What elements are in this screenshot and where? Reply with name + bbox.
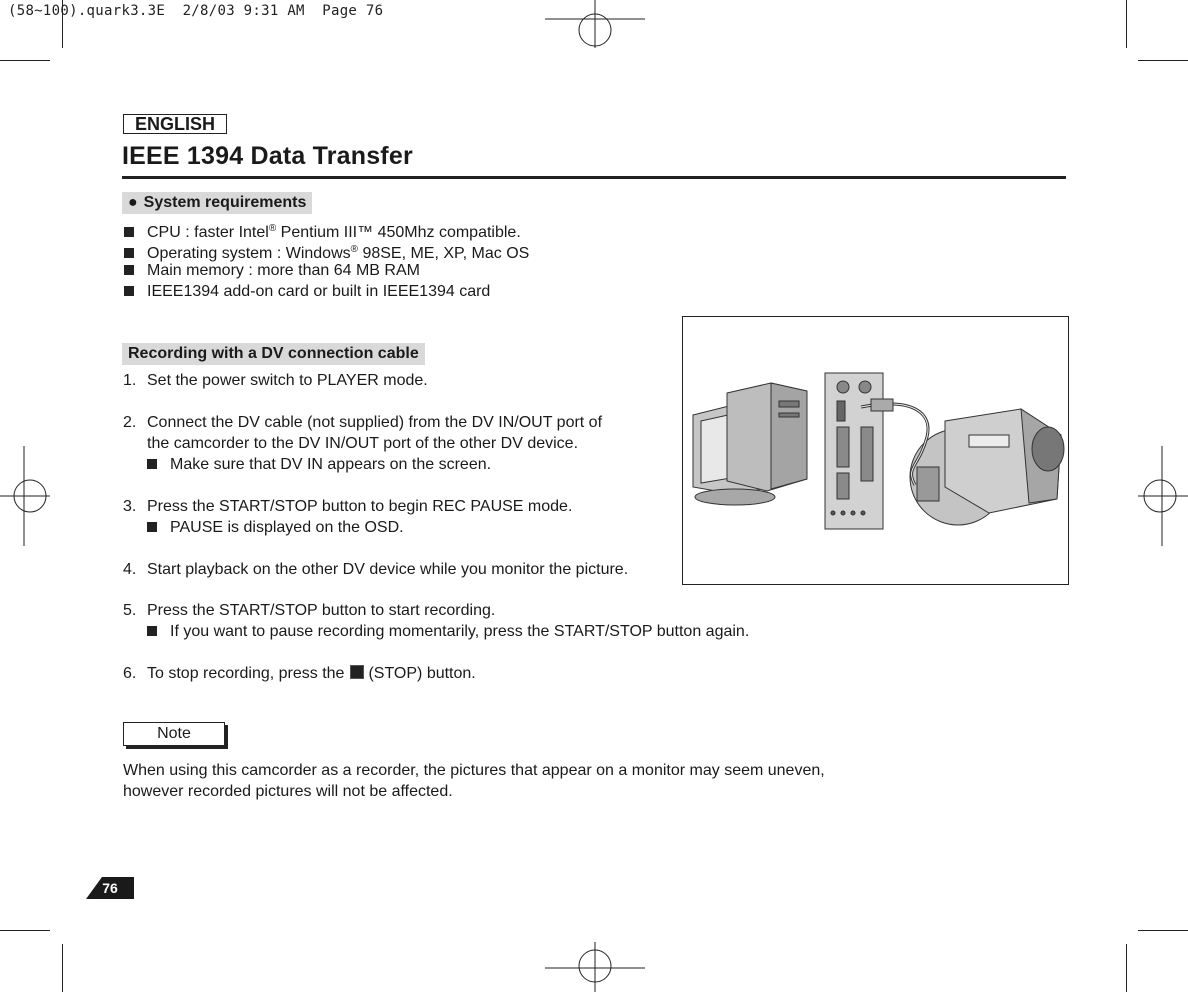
square-bullet-icon <box>147 459 157 469</box>
registration-target-icon <box>545 0 645 50</box>
language-badge: ENGLISH <box>123 114 227 134</box>
step-2-note: Make sure that DV IN appears on the screen. <box>147 454 491 475</box>
pc-camcorder-illustration <box>683 317 1068 584</box>
section-heading-recording: Recording with a DV connection cable <box>122 343 425 365</box>
page-number: 76 <box>102 880 118 896</box>
crop-mark <box>62 944 63 992</box>
step-5-note: If you want to pause recording momentarily, press the START/STOP button again. <box>147 621 749 642</box>
step-4: 4. Start playback on the other DV device while you monitor the picture. <box>123 561 629 578</box>
title-divider <box>122 176 1066 179</box>
square-bullet-icon <box>124 286 134 296</box>
square-bullet-icon <box>147 522 157 532</box>
page-title: IEEE 1394 Data Transfer <box>122 142 413 170</box>
crop-mark <box>0 60 50 61</box>
step-1: 1. Set the power switch to PLAYER mode. <box>123 372 428 389</box>
registration-target-icon <box>0 446 50 546</box>
square-bullet-icon <box>124 248 134 258</box>
square-bullet-icon <box>147 626 157 636</box>
step-2: 2. Connect the DV cable (not supplied) from the DV IN/OUT port of the camcorder to the DV IN/OUT port of the other DV device. <box>123 414 603 452</box>
registration-target-icon <box>545 942 645 992</box>
stop-button-icon <box>350 665 364 679</box>
note-text: When using this camcorder as a recorder, the pictures that appear on a monitor may seem uneven, however recorded pictures will not be affected. <box>123 762 825 800</box>
step-3-note: PAUSE is displayed on the OSD. <box>147 517 404 538</box>
crop-mark <box>1126 0 1127 48</box>
note-label: Note <box>123 722 225 746</box>
page-number-badge <box>86 877 134 899</box>
connection-diagram <box>682 316 1069 585</box>
crop-mark <box>1138 930 1188 931</box>
requirements-list <box>124 218 529 302</box>
crop-mark <box>1126 944 1127 992</box>
bullet-circle-icon: ● <box>128 194 138 211</box>
step-3: 3. Press the START/STOP button to begin REC PAUSE mode. <box>123 498 573 515</box>
list-item: Main memory : more than 64 MB RAM <box>124 260 529 281</box>
section-heading-system-requirements <box>122 192 312 214</box>
list-item: IEEE1394 add-on card or built in IEEE1394 card <box>124 281 529 302</box>
registration-target-icon <box>1138 446 1188 546</box>
list-item: CPU : faster Intel® Pentium III™ 450Mhz compatible. <box>124 218 529 239</box>
crop-mark <box>1138 60 1188 61</box>
crop-mark <box>0 930 50 931</box>
square-bullet-icon <box>124 227 134 237</box>
print-slug: (58~100).quark3.3E 2/8/03 9:31 AM Page 76 <box>8 3 384 19</box>
step-6: 6. To stop recording, press the (STOP) button. <box>123 665 476 682</box>
section-heading-label: System requirements <box>143 194 307 211</box>
list-item: Operating system : Windows® 98SE, ME, XP, Mac OS <box>124 239 529 260</box>
step-5: 5. Press the START/STOP button to start recording. <box>123 602 496 619</box>
square-bullet-icon <box>124 265 134 275</box>
